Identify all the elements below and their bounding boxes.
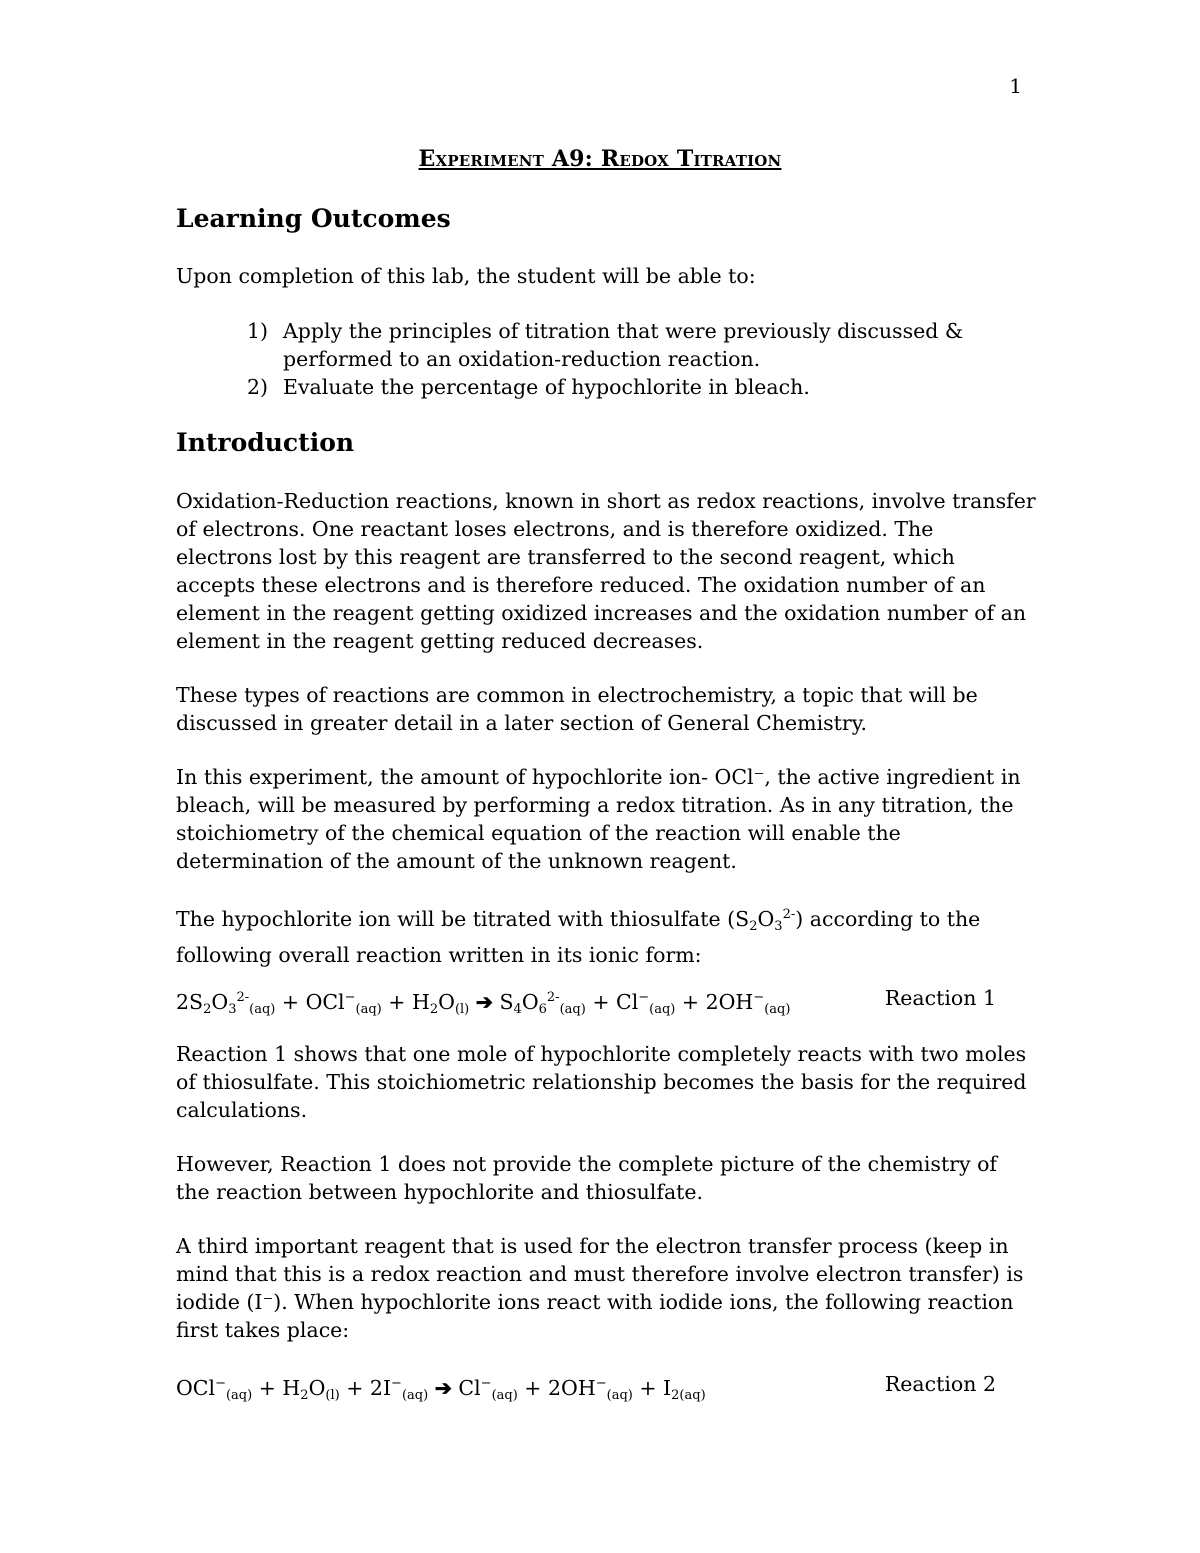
- document-title: Experiment A9: Redox Titration: [418, 146, 782, 172]
- outcome-number: 1): [247, 319, 269, 343]
- paragraph-after-reaction-1: Reaction 1 shows that one mole of hypochlorite completely reacts with two moles of thiosulfate. This stoichiometric relationship becomes the basis for the required calculations.: [176, 1042, 1027, 1122]
- reaction-2-equation: [176, 1370, 996, 1410]
- outcome-item-1: [247, 317, 1007, 373]
- intro-paragraph-1: Oxidation-Reduction reactions, known in short as redox reactions, involve transfer of electrons. One reactant loses electrons, and is therefore oxidized. The electrons lost by this reagent are transferred to the second reagent, which accepts these electrons and is therefore reduced. The oxidation number of an element in the reagent getting oxidized increases and the oxidation number of an element in the reagent getting reduced decreases.: [176, 489, 1036, 653]
- outcome-number: 2): [247, 375, 269, 399]
- arrow-icon: ➔: [475, 990, 493, 1014]
- paragraph-third-reagent: A third important reagent that is used for the electron transfer process (keep in mind that this is a redox reaction and must therefore involve electron transfer) is iodide (I⁻). When hypochlorite ions react with iodide ions, the following reaction first takes place:: [176, 1234, 1024, 1342]
- reaction-2-label: Reaction 2: [884, 1372, 996, 1396]
- equation-text: $OCl^-_{(aq)} + H_2O_{(l)} + 2I^-_{(aq)}$ ➔ $Cl^-_{(aq)} + 2OH^-_{(aq)} + I_{2(aq)}$: [176, 1376, 706, 1403]
- paragraph-however: However, Reaction 1 does not provide the complete picture of the chemistry of the reaction between hypochlorite and thiosulfate.: [176, 1152, 998, 1204]
- outcome-text: Apply the principles of titration that were previously discussed & performed to an oxidation-reduction reaction.: [283, 319, 964, 371]
- learning-outcomes-list: [247, 317, 1007, 401]
- reaction-1-equation: [176, 984, 996, 1024]
- learning-outcomes-heading: Learning Outcomes: [176, 204, 451, 233]
- equation-text: $2S_2O_3^{2-}_{(aq)} + OCl^-_{(aq)} + H_2O_{(l)}$ ➔ $S_4O_6^{2-}_{(aq)} + Cl^-_{(aq)} + 2OH^-_{(aq)}$: [176, 990, 791, 1017]
- reaction-1-label: Reaction 1: [884, 986, 996, 1010]
- intro-paragraph-2: These types of reactions are common in electrochemistry, a topic that will be discussed in greater detail in a later section of General Chemistry.: [176, 683, 978, 735]
- thiosulfate-paragraph: The hypochlorite ion will be titrated with thiosulfate $(S_2O_3^{2-})$ according to the following overall reaction written in its ionic form:: [176, 907, 981, 967]
- learning-outcomes-intro: Upon completion of this lab, the student will be able to:: [176, 264, 756, 288]
- outcome-text: Evaluate the percentage of hypochlorite in bleach.: [283, 375, 810, 399]
- intro-paragraph-3: In this experiment, the amount of hypochlorite ion- OCl⁻, the active ingredient in bleach, will be measured by performing a redox titration. As in any titration, the stoichiometry of the chemical equation of the reaction will enable the determination of the amount of the unknown reagent.: [176, 765, 1021, 873]
- arrow-icon: ➔: [434, 1376, 452, 1400]
- page-number: 1: [1009, 74, 1022, 98]
- introduction-heading: Introduction: [176, 428, 355, 457]
- outcome-item-2: [247, 373, 1007, 401]
